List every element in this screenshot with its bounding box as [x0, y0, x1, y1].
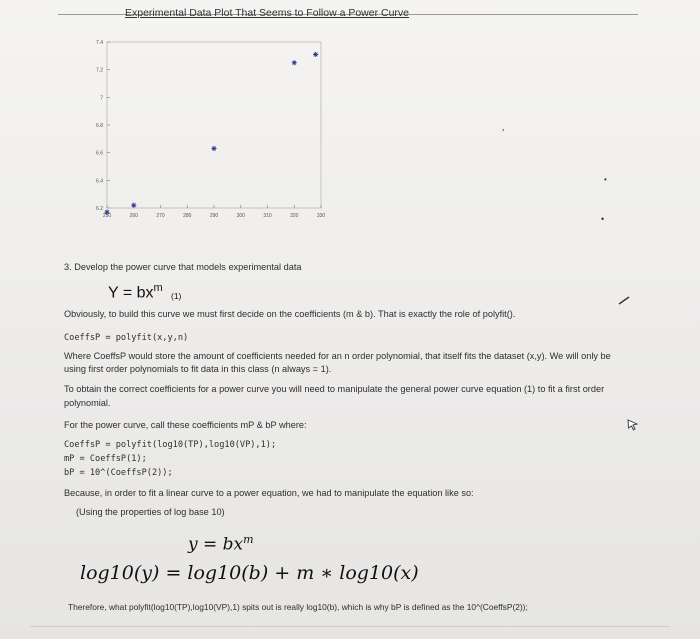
equation-number: (1): [171, 291, 182, 301]
x-tick-label: 310: [263, 213, 272, 219]
paragraph: Where CoeffsP would store the amount of coefficients needed for an n order polynomial, that itself fits the dataset (x,y). We will only be: [64, 351, 611, 361]
x-tick-label: 250: [102, 213, 112, 219]
y-tick-label: 6.4: [96, 178, 103, 185]
math-equation-power: $y = bx^m$: [188, 533, 254, 555]
x-tick-label: 320: [290, 213, 299, 219]
y-tick-label: 7.2: [96, 67, 103, 74]
code-line: CoeffsP = polyfit(x,y,n): [64, 333, 189, 343]
footer-rule: [30, 626, 670, 627]
data-point: [313, 52, 318, 57]
paragraph: using first order polynomials to fit data in this class (n always = 1).: [64, 364, 332, 374]
x-tick-label: 300: [236, 213, 245, 219]
data-point: [131, 203, 136, 208]
plot-frame: [107, 42, 321, 208]
x-tick-label: 330: [316, 213, 326, 219]
y-tick-label: 6.8: [96, 123, 103, 129]
paragraph: (Using the properties of log base 10): [76, 507, 225, 517]
paragraph: To obtain the correct coefficients for a power curve you will need to manipulate the general power curve equation (1) to fit a first order: [64, 384, 605, 394]
paragraph: Obviously, to build this curve we must first decide on the coefficients (m & b). That is exactly the role of polyfit().: [64, 309, 516, 319]
y-tick-label: 6.2: [96, 206, 103, 212]
plot-title: Experimental Data Plot That Seems to Follow a Power Curve: [125, 7, 410, 19]
stray-dot: •: [601, 214, 605, 224]
x-tick-label: 260: [129, 213, 138, 219]
paragraph: Therefore, what polyfit(log10(TP),log10(VP),1) spits out is really log10(b), which is why bP is defined as the 10^(CoeffsP(2));: [68, 602, 528, 612]
code-line: CoeffsP = polyfit(log10(TP),log10(VP),1);: [64, 440, 277, 450]
x-tick-label: 270: [156, 213, 165, 219]
section-heading: 3. Develop the power curve that models experimental data: [64, 262, 302, 272]
stray-mark: ’: [502, 128, 505, 139]
x-tick-label: 290: [209, 213, 219, 219]
data-point: [211, 146, 216, 151]
x-tick-label: 280: [183, 213, 192, 219]
y-tick-label: 6.6: [96, 150, 103, 157]
data-point: [104, 210, 109, 215]
code-line: mP = CoeffsP(1);: [64, 454, 147, 464]
scatter-plot: [85, 28, 335, 228]
paragraph: Because, in order to fit a linear curve to a power equation, we had to manipulate the equation like so:: [64, 488, 474, 498]
paragraph: For the power curve, call these coefficients mP & bP where:: [64, 420, 307, 430]
code-line: bP = 10^(CoeffsP(2));: [64, 468, 173, 478]
power-equation: $Y = bx^m$: [108, 282, 163, 302]
data-point: [292, 60, 297, 65]
y-tick-label: 7: [100, 95, 103, 102]
checkmark-icon: [617, 296, 631, 306]
paragraph: polynomial.: [64, 398, 111, 408]
stray-dot: •: [604, 175, 607, 184]
math-equation-log: log10(y) = log10(b) + m ∗ log10(x): [80, 562, 419, 584]
y-tick-label: 7.4: [96, 40, 103, 46]
cursor-arrow-icon: [626, 418, 640, 432]
